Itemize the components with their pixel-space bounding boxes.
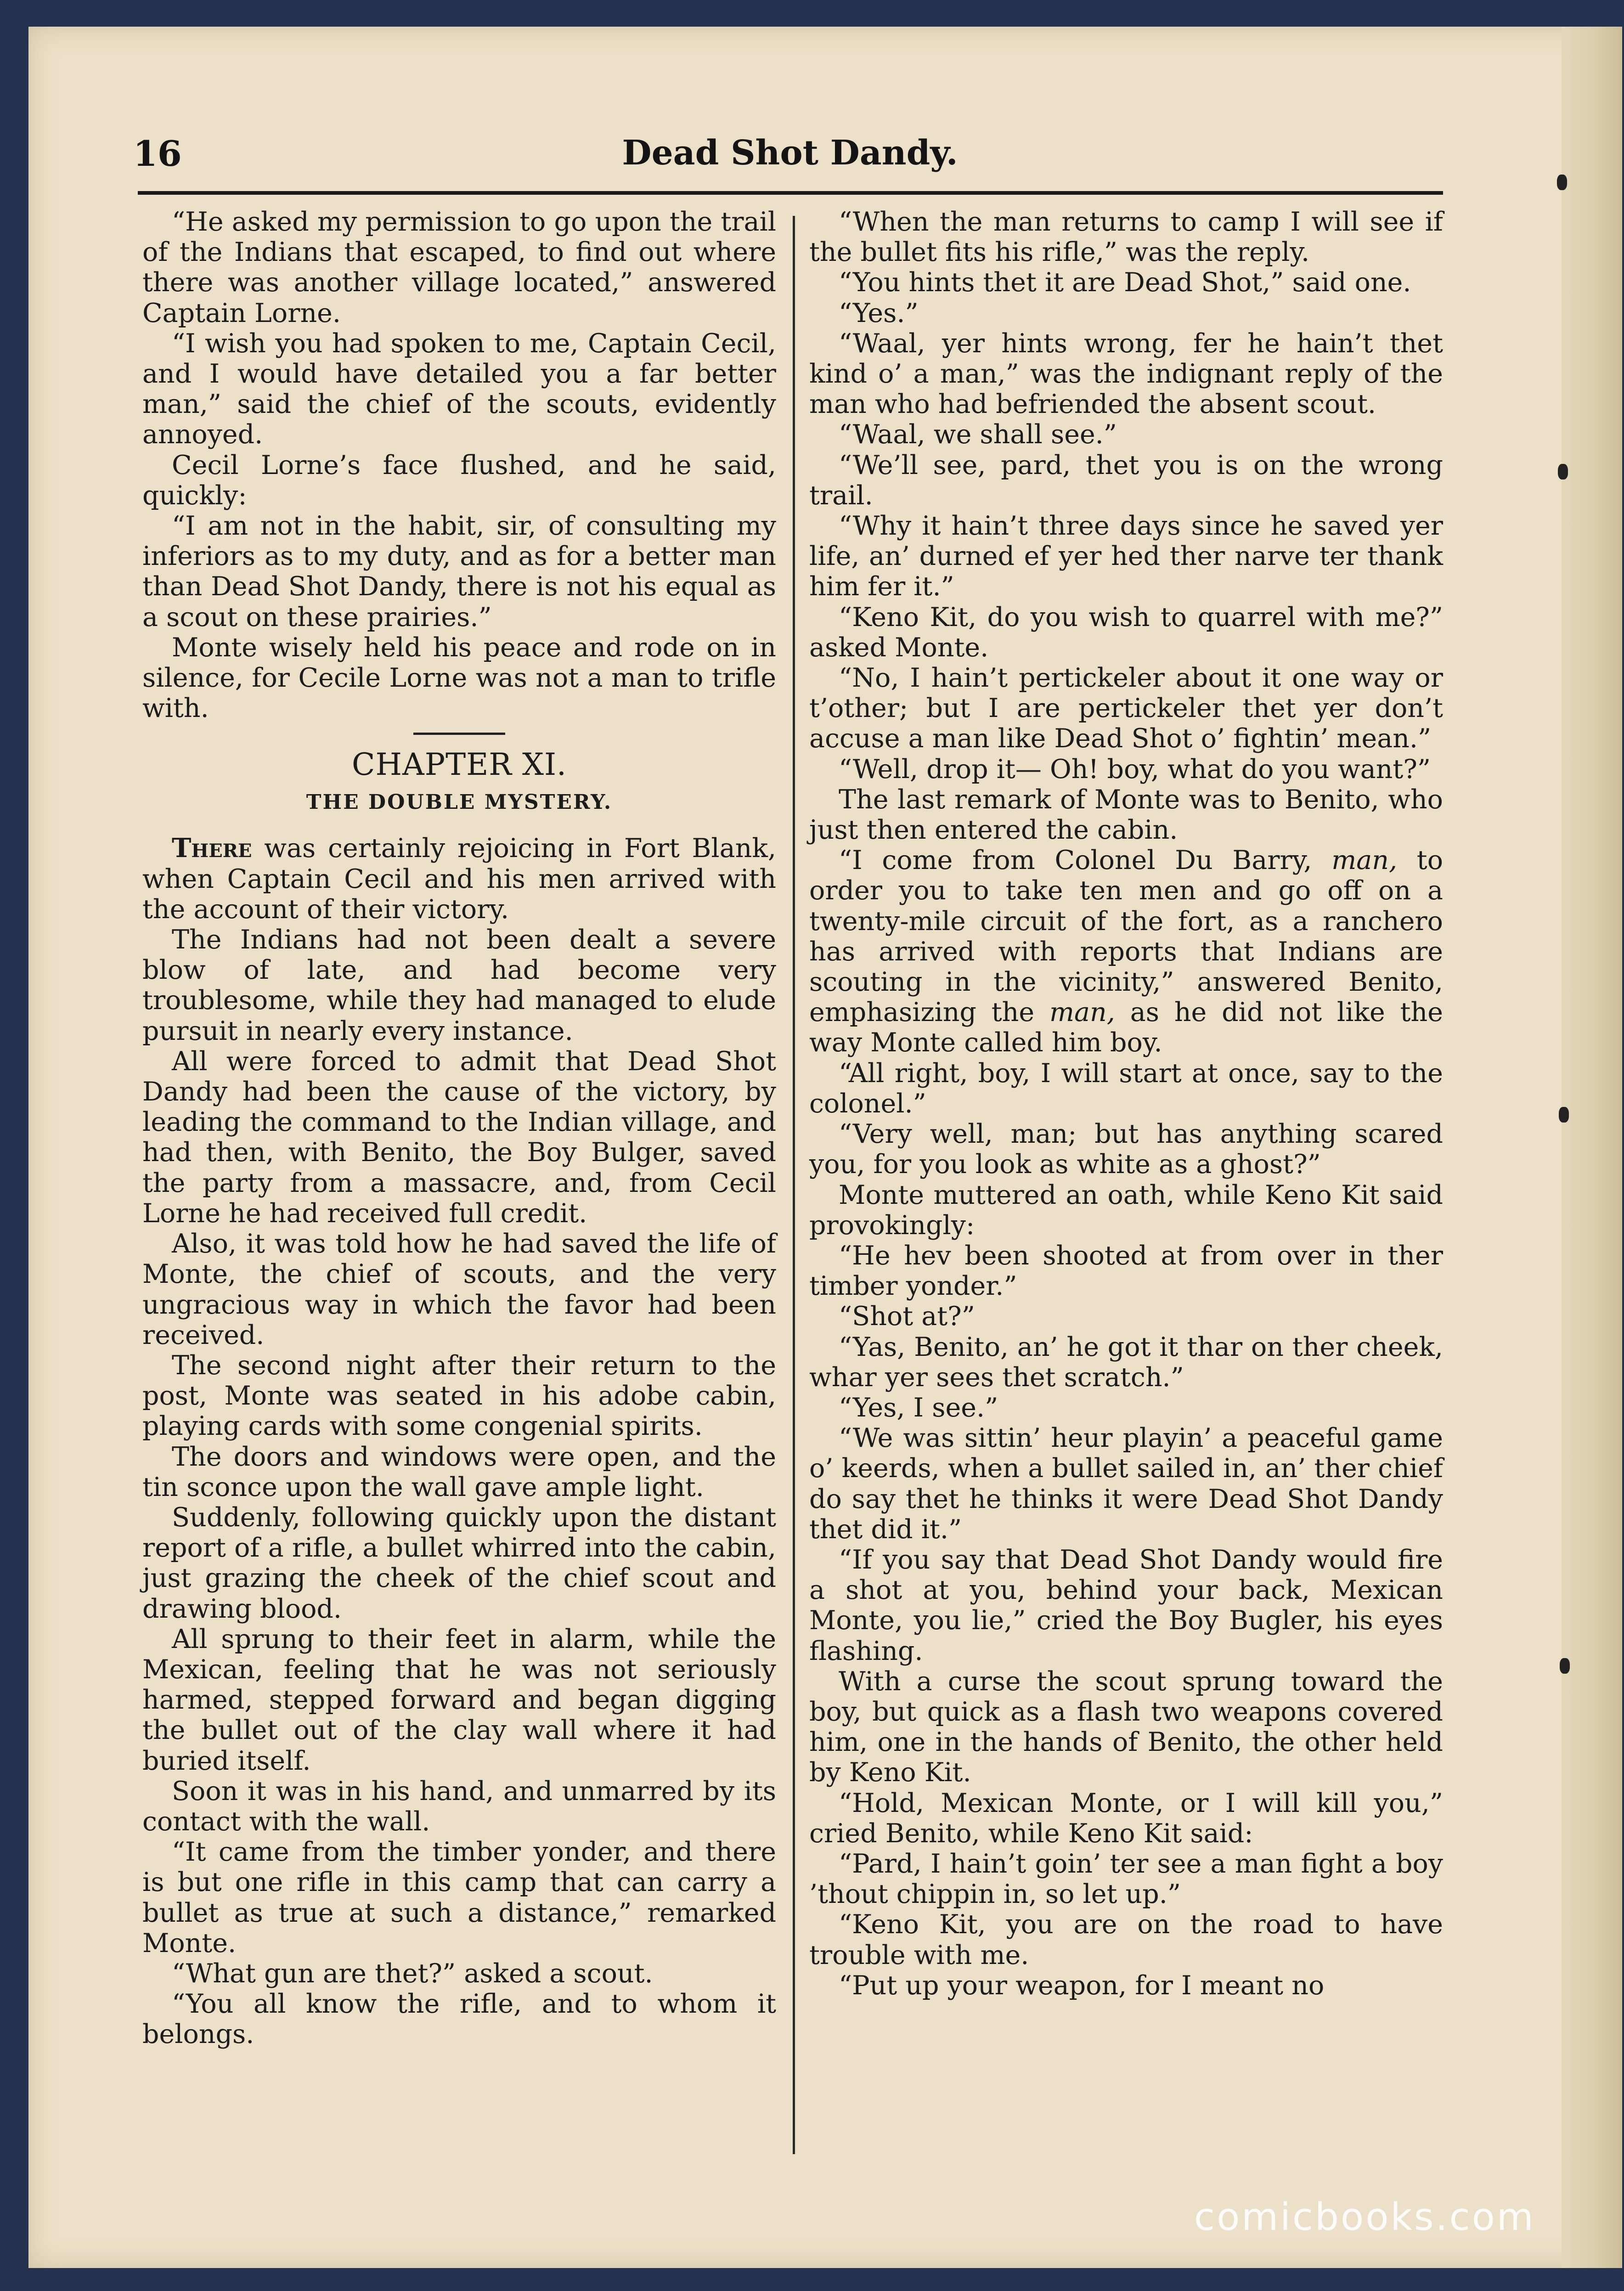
page-number: 16: [133, 133, 182, 174]
paragraph: Monte wisely held his peace and rode on in silence, for Cecile Lorne was not a man to trifle with.: [142, 632, 776, 724]
paragraph: The doors and windows were open, and the tin sconce upon the wall gave ample light.: [142, 1441, 776, 1502]
header-rule: [138, 191, 1443, 195]
chapter-subtitle: THE DOUBLE MYSTERY.: [306, 790, 613, 814]
chapter-title: CHAPTER XI.: [351, 747, 567, 783]
paragraph: “If you say that Dead Shot Dandy would fire a shot at you, behind your back, Mexican Monte, you lie,” cried the Boy Bugler, his eyes flashing.: [809, 1544, 1443, 1666]
paragraph: “Hold, Mexican Monte, or I will kill you,” cried Benito, while Keno Kit said:: [809, 1788, 1443, 1849]
watermark: comicbooks.com: [1194, 2195, 1535, 2239]
paragraph: “Yes.”: [839, 298, 919, 328]
italic-word: man,: [1331, 845, 1398, 876]
paragraph: “Yas, Benito, an’ he got it thar on ther cheek, whar yer sees thet scratch.”: [809, 1332, 1443, 1393]
paragraph: “We’ll see, pard, thet you is on the wrong trail.: [809, 450, 1443, 511]
running-head: [133, 130, 1447, 185]
opening-paragraph: [142, 833, 776, 925]
paragraph: “Shot at?”: [839, 1301, 975, 1332]
paragraph: “All right, boy, I will start at once, say to the colonel.”: [809, 1058, 1443, 1119]
paragraph: “I am not in the habit, sir, of consulting my inferiors as to my duty, and as for a better man than Dead Shot Dandy, there is not his equal as a scout on these prairies.”: [142, 511, 776, 632]
paragraph: “When the man returns to camp I will see if the bullet fits his rifle,” was the reply.: [809, 207, 1443, 268]
paragraph: “Very well, man; but has anything scared you, for you look as white as a ghost?”: [809, 1119, 1443, 1180]
binding-hole: [1558, 464, 1568, 480]
paragraph: The second night after their return to the post, Monte was seated in his adobe cabin, playing cards with some congenial spirits.: [142, 1350, 776, 1442]
paragraph: “Waal, yer hints wrong, fer he hain’t thet kind o’ a man,” was the indignant reply of the man who had befriended the absent scout.: [809, 328, 1443, 420]
paragraph: “He asked my permission to go upon the trail of the Indians that escaped, to find out where there was another village located,” answered Captain Lorne.: [142, 207, 776, 328]
paragraph: Monte muttered an oath, while Keno Kit said provokingly:: [809, 1179, 1443, 1241]
paragraph: “No, I hain’t pertickeler about it one way or t’other; but I are pertickeler thet yer don’t accuse a man like Dead Shot o’ fightin’ mean.”: [809, 663, 1443, 754]
column-divider: [793, 216, 795, 2154]
paragraph: “Pard, I hain’t goin’ ter see a man fight a boy ’thout chippin in, so let up.”: [809, 1848, 1443, 1910]
paragraph: “You all know the rifle, and to whom it belongs.: [142, 1989, 776, 2050]
binding-hole: [1557, 175, 1567, 190]
running-title: Dead Shot Dandy.: [622, 133, 958, 173]
paragraph: “What gun are thet?” asked a scout.: [172, 1958, 653, 1989]
paragraph: The last remark of Monte was to Benito, who just then entered the cabin.: [809, 784, 1443, 846]
left-column: [142, 207, 776, 2050]
paragraph: “He hev been shooted at from over in ther timber yonder.”: [809, 1240, 1443, 1302]
paragraph: All were forced to admit that Dead Shot Dandy had been the cause of the victory, by leading the command to the Indian village, and had then, with Benito, the Boy Bulger, saved the party from a massacre, and, from Cecil Lorne he had received full credit.: [142, 1046, 776, 1229]
paragraph: With a curse the scout sprung toward the boy, but quick as a flash two weapons covered him, one in the hands of Benito, the other held by Keno Kit.: [809, 1666, 1443, 1788]
paragraph: “Yes, I see.”: [839, 1392, 998, 1423]
paragraph: [809, 845, 1443, 1058]
paragraph: The Indians had not been dealt a severe blow of late, and had become very troublesome, while they had managed to elude pursuit in nearly every instance.: [142, 925, 776, 1046]
paragraph: “We was sittin’ heur playin’ a peaceful game o’ keerds, when a bullet sailed in, an’ ther chief do say thet he thinks it were Dead Shot Dandy thet did it.”: [809, 1423, 1443, 1545]
paragraph: “You hints thet it are Dead Shot,” said one.: [839, 267, 1411, 298]
text-run: “I come from Colonel Du Barry,: [839, 845, 1332, 876]
binding-hole: [1560, 1658, 1570, 1674]
opening-word: There: [172, 833, 252, 864]
text-run: as he did not like the way Monte called him boy.: [809, 997, 1443, 1058]
right-column: [809, 207, 1443, 2001]
paragraph: All sprung to their feet in alarm, while the Mexican, feeling that he was not seriously harmed, stepped forward and began digging the bullet out of the clay wall where it had buried itself.: [142, 1624, 776, 1776]
paragraph: “Put up your weapon, for I meant no: [839, 1970, 1325, 2001]
paragraph: “I wish you had spoken to me, Captain Cecil, and I would have detailed you a far better man,” said the chief of the scouts, evidently annoyed.: [142, 328, 776, 450]
paragraph: Cecil Lorne’s face flushed, and he said, quickly:: [142, 450, 776, 511]
paragraph: “Waal, we shall see.”: [839, 419, 1117, 450]
text-run: to order you to take ten men and go off on a twenty-mile circuit of the fort, as a ranchero has arrived with reports that Indians are scouting in the vicinity,” answered Benito, emphasizing the: [809, 845, 1444, 1028]
binding-hole: [1559, 1107, 1569, 1123]
opening-text: was certainly rejoicing in Fort Blank, when Captain Cecil and his men arrived with the account of their victory.: [142, 833, 776, 925]
paragraph: Also, it was told how he had saved the life of Monte, the chief of scouts, and the very ungracious way in which the favor had been received.: [142, 1229, 776, 1350]
chapter-rule: [413, 733, 505, 735]
paragraph: “Well, drop it— Oh! boy, what do you want?”: [839, 754, 1431, 784]
paragraph: “Why it hain’t three days since he saved yer life, an’ durned ef yer hed ther narve ter thank him fer it.”: [809, 511, 1443, 602]
paragraph: Suddenly, following quickly upon the distant report of a rifle, a bullet whirred into the cabin, just grazing the cheek of the chief scout and drawing blood.: [142, 1502, 776, 1624]
paragraph: “It came from the timber yonder, and there is but one rifle in this camp that can carry a bullet as true at such a distance,” remarked Monte.: [142, 1837, 776, 1958]
paragraph: “Keno Kit, you are on the road to have trouble with me.: [809, 1909, 1443, 1970]
page-edge: [1562, 27, 1622, 2268]
paragraph: “Keno Kit, do you wish to quarrel with me?” asked Monte.: [809, 602, 1443, 663]
paragraph: Soon it was in his hand, and unmarred by its contact with the wall.: [142, 1776, 776, 1837]
italic-word: man,: [1049, 997, 1115, 1028]
